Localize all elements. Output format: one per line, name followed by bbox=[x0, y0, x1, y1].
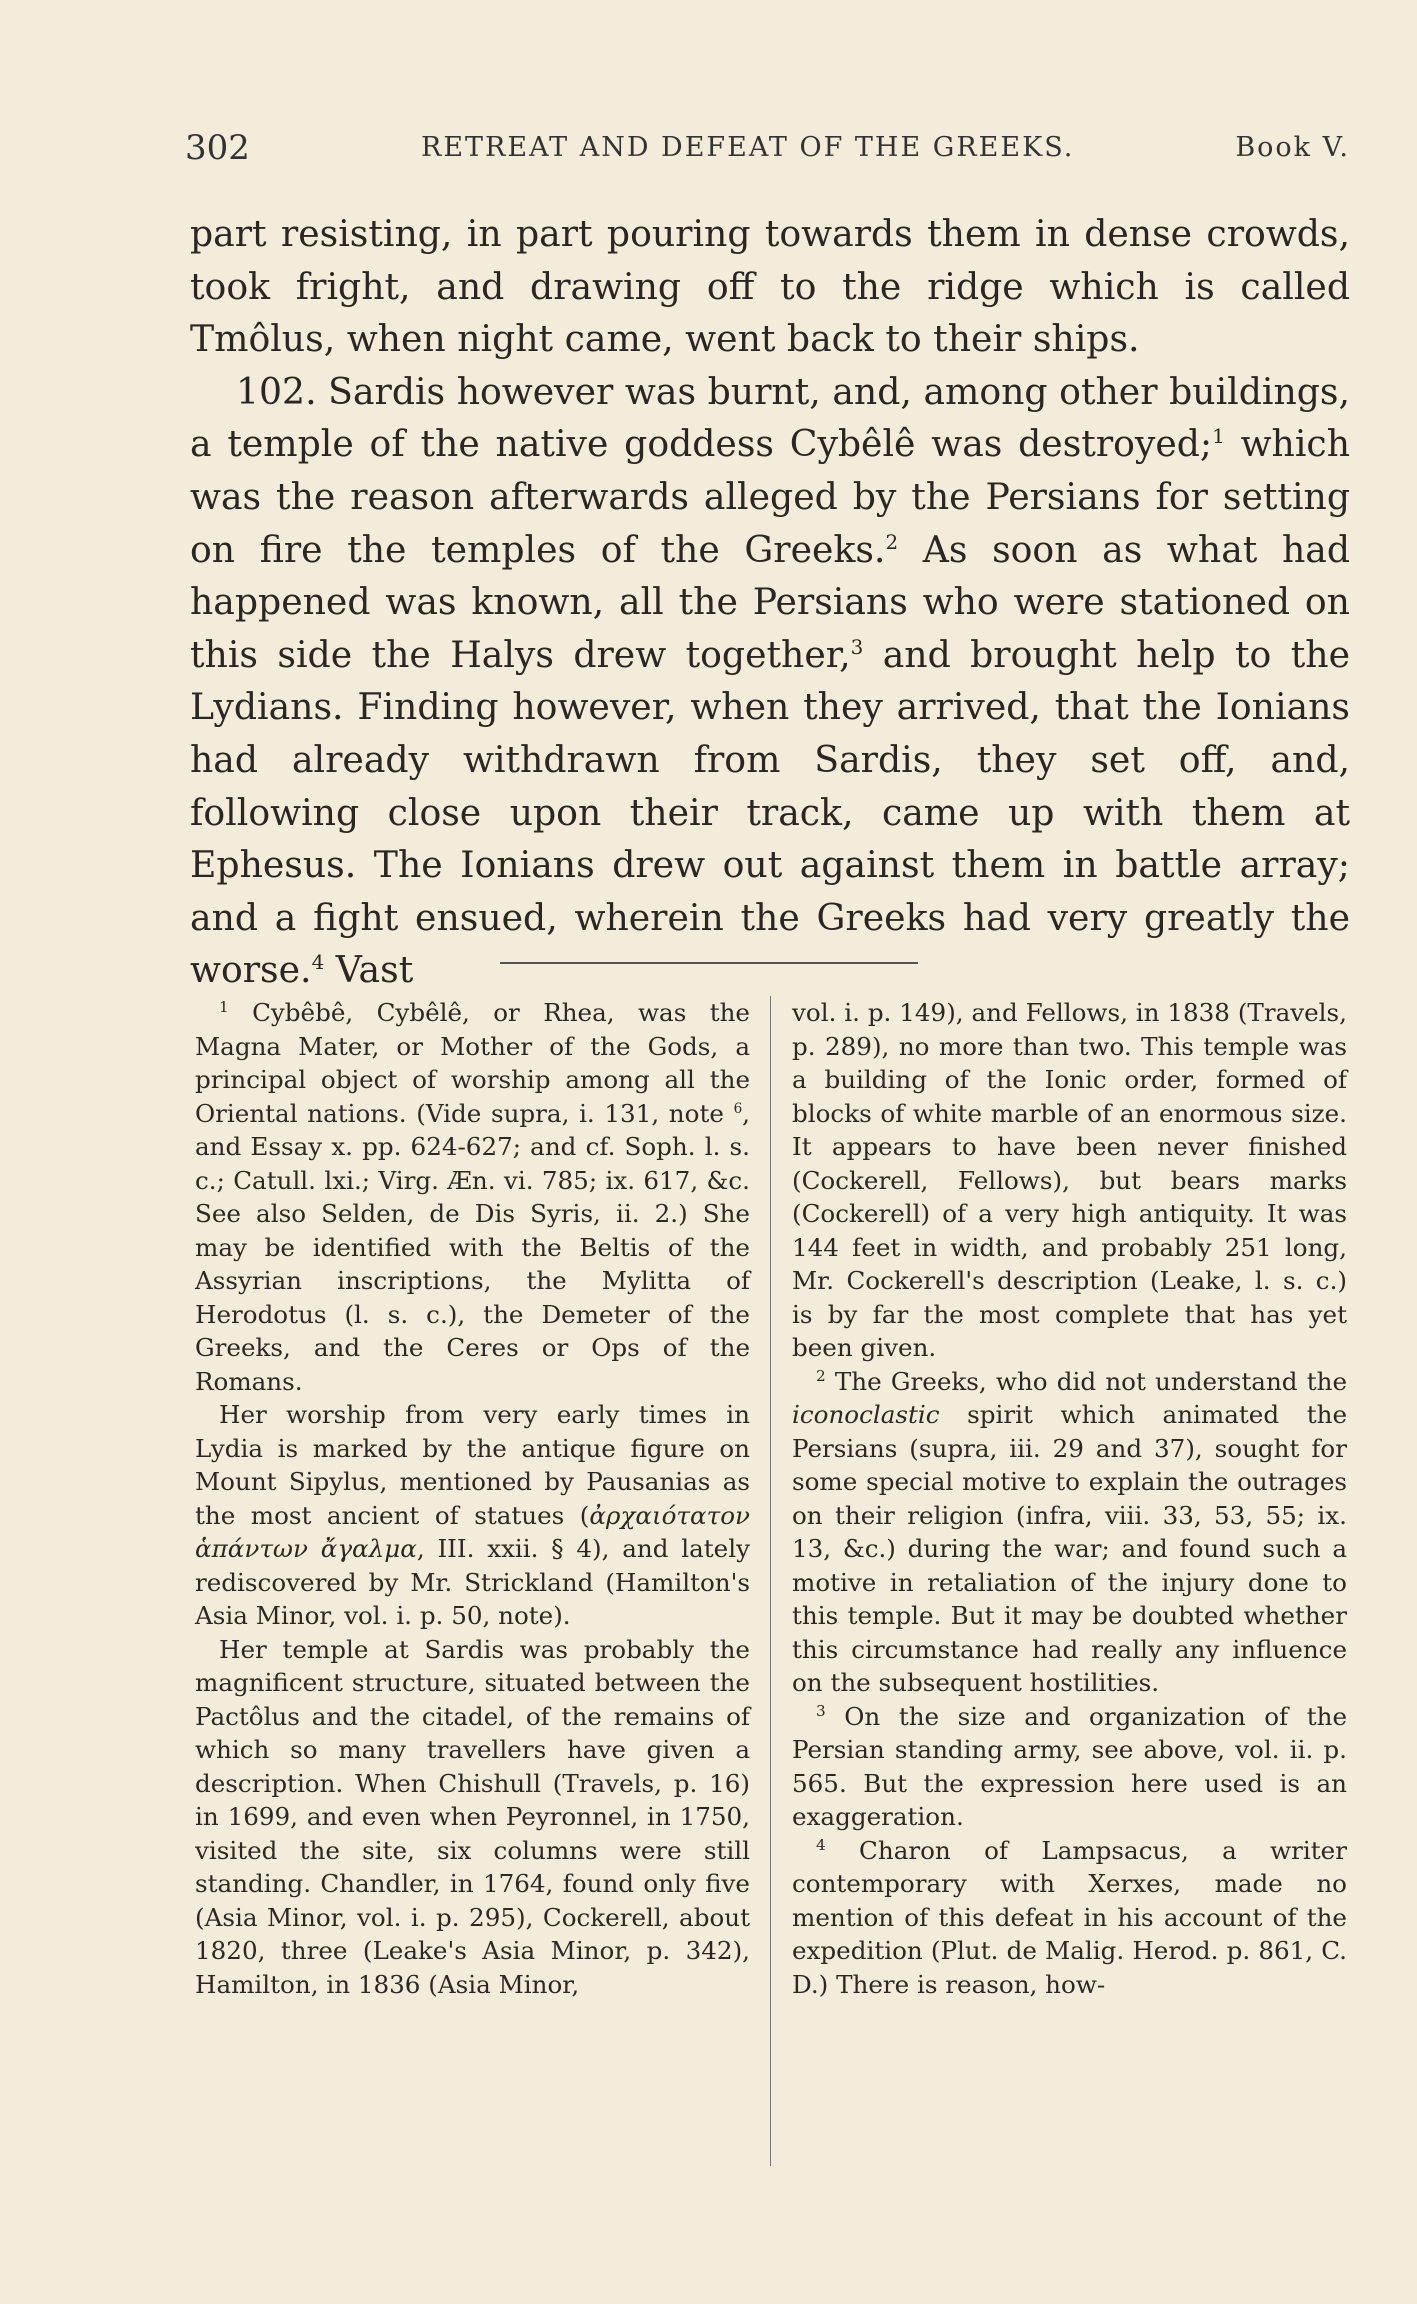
text-segment: which was the reason afterwards alleged by the Persians for setting on fire the temples of the Greeks. bbox=[190, 422, 1350, 571]
footnote-marker-4: 4 bbox=[816, 1835, 826, 1854]
footnote-4 bbox=[792, 1834, 1347, 2002]
footnote-text: The Greeks, who did not understand the bbox=[825, 1366, 1347, 1396]
page-number: 302 bbox=[185, 128, 250, 168]
footnote-1-para-2 bbox=[195, 1398, 750, 1633]
footnotes-right-column bbox=[792, 996, 1347, 2001]
text-segment: As soon as what had happened was known, all the Persians who were stationed on this side the Halys drew together, bbox=[190, 527, 1350, 676]
main-text bbox=[190, 208, 1350, 997]
footnote-3 bbox=[792, 1700, 1347, 1834]
text-segment: 102. Sardis however was burnt, and, among other buildings, a temple of the native goddess Cybêlê was destroyed; bbox=[190, 369, 1350, 466]
text-segment: Vast bbox=[324, 948, 414, 992]
note-sup: 6 bbox=[733, 1100, 743, 1117]
footnote-marker-1: 1 bbox=[219, 997, 229, 1016]
footnote-2 bbox=[792, 1365, 1347, 1700]
column-divider bbox=[770, 996, 771, 2166]
text-segment: and brought help to the Lydians. Finding however, when they arrived, that the Ionians had already withdrawn from Sardis, they set off, and, following close upon their track, came up with them at Ephesus. The Ionians drew out against them in battle array; and a fight ensued, wherein the Greeks had very greatly the worse. bbox=[190, 632, 1350, 992]
footnote-1-para-3: Her temple at Sardis was probably the magnificent structure, situated between the Pactôlus and the citadel, of the remains of which so many travellers have given a description. When Chishull (Travels, p. 16) in 1699, and even when Peyronnel, in 1750, visited the site, six columns were still standing. Chandler, in 1764, found only five (Asia Minor, vol. i. p. 295), Cockerell, about 1820, three (Leake's Asia Minor, p. 342), Hamilton, in 1836 (Asia Minor, bbox=[195, 1634, 750, 1999]
footnote-text: spirit which animated the Persians (supra, iii. 29 and 37), sought for some special motive to explain the outrages on their religion (infra, viii. 33, 53, 55; ix. 13, &c.) during the war; and found such a motive in retaliation of the injury done to this temple. But it may be doubted whether this circumstance had really any influence on the subsequent hostilities. bbox=[792, 1400, 1347, 1697]
footnote-marker-3: 3 bbox=[816, 1701, 826, 1720]
footnote-text: , III. xxii. § 4), and lately rediscovered by Mr. Strickland (Hamilton's Asia Minor, vol. i. p. 50, note). bbox=[195, 1534, 750, 1630]
footnote-text: Charon of Lampsacus, a writer contemporary with Xerxes, made no mention of this defeat in his account of the expedition (Plut. de Malig. Herod. p. 861, C. D.) There is reason, how- bbox=[792, 1835, 1347, 1999]
running-title: RETREAT AND DEFEAT OF THE GREEKS. bbox=[421, 132, 1075, 163]
footnote-ref-1[interactable]: 1 bbox=[1212, 425, 1225, 449]
paragraph-continuation: part resisting, in part pouring towards them in dense crowds, took fright, and drawing off to the ridge which is called Tmôlus, when night came, went back to their ships. bbox=[190, 212, 1350, 361]
footnote-text: , and Essay x. pp. 624-627; and cf. Soph. l. s. c.; Catull. lxi.; Virg. Æn. vi. 785; ix. 617, &c. See also Selden, de Dis Syris, ii. 2.) She may be identified with the Beltis of the Assyrian inscriptions, the Mylitta of Herodotus (l. s. c.), the Demeter of the Greeks, and the Ceres or Ops of the Romans. bbox=[195, 1098, 750, 1396]
page-header bbox=[185, 128, 1350, 172]
footnote-separator bbox=[500, 962, 918, 964]
footnote-1-continuation: vol. i. p. 149), and Fellows, in 1838 (Travels, p. 289), no more than two. This temple was a building of the Ionic order, formed of blocks of white marble of an enormous size. It appears to have been never finished (Cockerell, Fellows), but bears marks (Cockerell) of a very high antiquity. It was 144 feet in width, and probably 251 long, Mr. Cockerell's description (Leake, l. s. c.) is by far the most complete that has yet been given. bbox=[792, 998, 1347, 1362]
footnote-ref-3[interactable]: 3 bbox=[850, 635, 864, 659]
footnote-text: Her worship from very early times in Lydia is marked by the antique figure on Mount Sipylus, mentioned by Pausanias as the most ancient of statues ( bbox=[195, 1400, 750, 1530]
book-label: Book V. bbox=[1235, 132, 1350, 163]
italic-term: iconoclastic bbox=[792, 1400, 940, 1429]
paragraph-102 bbox=[190, 366, 1350, 997]
footnote-marker-2: 2 bbox=[816, 1366, 826, 1385]
footnote-ref-4[interactable]: 4 bbox=[311, 951, 325, 975]
footnote-text: On the size and organization of the Persian standing army, see above, vol. ii. p. 565. But the expression here used is an exaggeration. bbox=[792, 1701, 1347, 1831]
greek-quote: ἀρχαιότατον ἁπάντων ἄγαλμα bbox=[195, 1500, 750, 1563]
footnote-text: Cybêbê, Cybêlê, or Rhea, was the Magna Mater, or Mother of the Gods, a principal object of worship among all the Oriental nations. (Vide supra, i. 131, note bbox=[195, 998, 750, 1128]
footnote-1 bbox=[195, 996, 750, 1398]
footnote-ref-2[interactable]: 2 bbox=[885, 530, 899, 554]
footnotes-left-column bbox=[195, 996, 750, 2001]
